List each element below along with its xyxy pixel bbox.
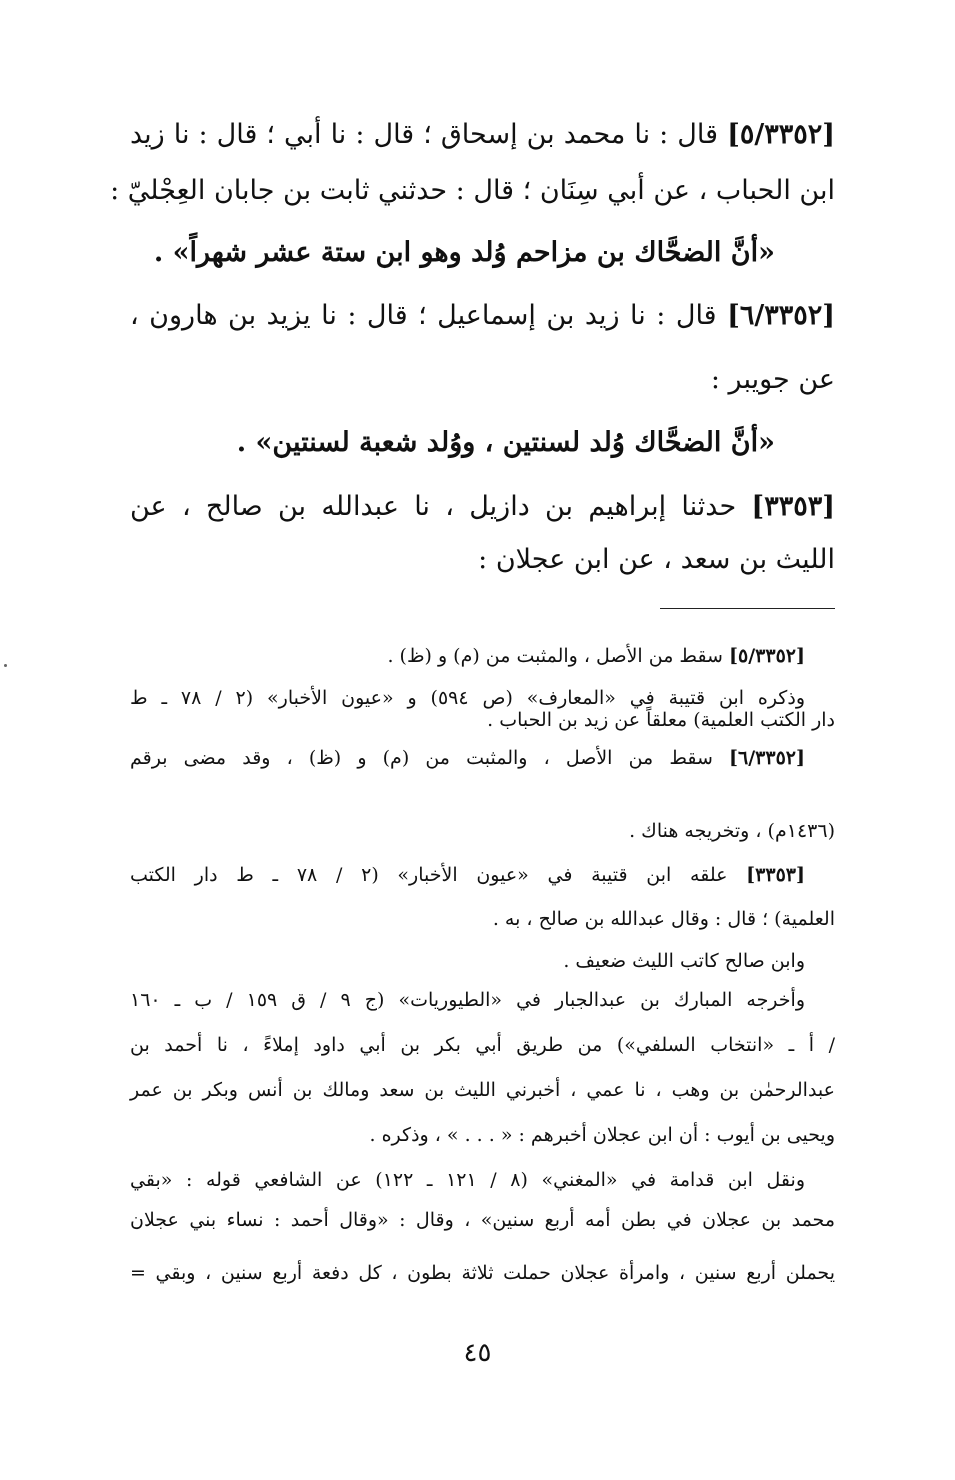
main-line-2: ابن الحباب ، عن أبي سِنَان ؛ قال : حدثني ثابت بن جابان العِجْليّ : — [110, 175, 835, 206]
footnote-line-6: [٣٣٥٣] علقه ابن قتيبة في «عيون الأخبار» (٢ / ٧٨ ـ ط دار الكتب — [130, 864, 805, 886]
main-line-5: [٣٣٥٣] حدثنا إبراهيم بن دازيل ، نا عبدالله بن صالح ، عن — [130, 491, 835, 522]
main-line-1: [٥/٣٣٥٢] قال : نا محمد بن إسحاق ؛ قال : نا أبي ؛ قال : نا زيد — [130, 119, 835, 150]
page-number: ٤٥ — [463, 1338, 492, 1368]
footnote-line-14: محمد بن عجلان في بطن أمه أربع سنين» ، وقال : «وقال أحمد : نساء بني عجلان — [130, 1209, 835, 1231]
footnote-line-9: وأخرجه المبارك بن عبدالجبار في «الطيوريات» (ج ٩ / ق ١٥٩ / ب ـ ١٦٠ — [130, 989, 805, 1011]
entry-ref: [٦/٣٣٥٢] — [727, 300, 835, 331]
footnote-line-8: وابن صالح كاتب الليث ضعيف . — [563, 950, 805, 972]
footnote-line-4: [٦/٣٣٥٢] سقط من الأصل ، والمثبت من (م) و (ظ) ، وقد مضى برقم — [130, 747, 805, 769]
scan-mark — [4, 664, 7, 667]
main-line-6: الليث بن سعد ، عن ابن عجلان : — [478, 544, 835, 575]
main-line-3: [٦/٣٣٥٢] قال : نا زيد بن إسماعيل ؛ قال : نا يزيد بن هارون ، — [130, 300, 835, 331]
footnote-line-7: العلمية) ؛ قال : وقال عبدالله بن صالح ، به . — [492, 908, 835, 930]
footnote-line-10: / أ ـ «انتخاب السلفي») من طريق أبي بكر بن أبي داود إملاءً ، نا أحمد بن — [130, 1034, 835, 1056]
footnote-line-13: ونقل ابن قدامة في «المغني» (٨ / ١٢١ ـ ١٢٢) عن الشافعي قوله : «بقي — [130, 1169, 806, 1191]
quote-line-1: «أنَّ الضحَّاك بن مزاحم وُلد وهو ابن ستة عشر شهراً» . — [153, 237, 775, 268]
entry-ref: [٥/٣٣٥٢] — [727, 119, 835, 150]
footnote-line-3: دار الكتب العلمية) معلقاً عن زيد بن الحباب . — [487, 709, 835, 731]
main-line-4: عن جويبر : — [710, 364, 835, 395]
footnote-divider — [660, 608, 835, 609]
entry-ref: [٣٣٥٣] — [751, 491, 835, 522]
footnote-line-15: يحملن أربع سنين ، وامرأة عجلان حملت ثلاثة بطون ، كل دفعة أربع سنين ، وبقي = — [130, 1262, 835, 1284]
quote-line-2: «أنَّ الضحَّاك وُلد لسنتين ، ووُلد شعبة لسنتين» . — [236, 427, 775, 458]
footnote-line-1: [٥/٣٣٥٢] سقط من الأصل ، والمثبت من (م) و (ظ) . — [387, 645, 805, 667]
footnote-line-5: (١٤٣٦م) ، وتخريجه هناك . — [629, 820, 835, 842]
footnote-line-11: عبدالرحمٰن بن وهب ، نا عمي ، أخبرني الليث بن سعد ومالك بن أنس وبكر بن عمر — [130, 1079, 835, 1101]
footnote-line-2: وذكره ابن قتيبة في «المعارف» (ص ٥٩٤) و «عيون الأخبار» (٢ / ٧٨ ـ ط — [130, 687, 805, 709]
footnote-line-12: ويحيى بن أيوب : أن ابن عجلان أخبرهم : « . . . » ، وذكره . — [369, 1124, 835, 1146]
